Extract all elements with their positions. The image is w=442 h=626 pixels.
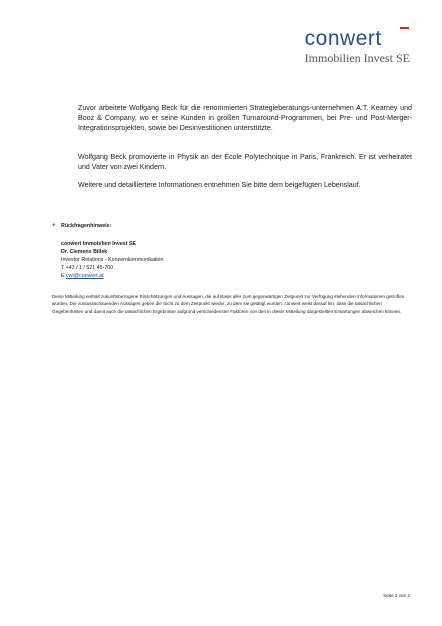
contact-phone: T +43 / 1 / 521 45-700	[61, 265, 114, 271]
plus-icon: +	[52, 223, 56, 229]
company-logo	[305, 28, 410, 65]
logo-wordmark: conwer	[304, 27, 376, 50]
disclaimer-text: Diese Mitteilung enthält zukunftsbezogene Einschätzungen und Aussagen, die auf Basis aller zum gegenwärtigen Zeitpunkt zur Verfügung stehenden Informationen getroffen wurden. Die voraussschauenden Aussagen geben die Sicht zu dem Zeitpunkt wieder, zu dem sie getätigt wurden. conwert weist darauf hin, dass die tatsächlichen Gegebenheiten und damit auch die tatsächlichen Ergebnisse aufgrund verschiedenster Faktoren von den in dieser Mitteilung dargestellten Erwartungen abweichen können.	[52, 294, 405, 314]
logo-accent-bar	[400, 27, 409, 29]
contact-email-prefix: E	[61, 273, 67, 279]
contact-details	[61, 240, 163, 280]
logo-subtitle: Immobilien Invest SE	[304, 51, 410, 65]
contact-person: Dr. Clemens Billek	[61, 249, 108, 255]
logo-wordmark-t: t	[375, 27, 382, 50]
contact-email-link[interactable]: cwi@conwert.at	[66, 273, 104, 279]
contact-section	[52, 222, 163, 280]
page-number: Seite 2 von 2	[383, 593, 410, 598]
contact-role: Investor Relations - Konzernkommunikation	[61, 257, 164, 263]
paragraph-cv-reference: Weitere und detailliertere Informationen entnehmen Sie bitte dem beigefügten Lebenslauf.	[78, 181, 361, 189]
contact-company: conwert Immobilien Invest SE	[61, 241, 137, 247]
paragraph-education: Wolfgang Beck promovierte in Physik an der École Polytechnique in Paris, Frankreich. Er ist verheiratet und Vater von zwei Kindern.	[78, 153, 412, 172]
paragraph-career: Zuvor arbeitete Wolfgang Beck für die renommierten Strategieberatungs-unternehmen A.T. Kearney und Booz & Company, wo er seine Kunden in großen Turnaround-Programmen, bei Pre- und Post-Merger-Integrationsprojekten, sowie bei Desinvestitionen unterstützte.	[78, 104, 412, 133]
contact-heading: Rückfragenhinweis:	[61, 223, 112, 229]
